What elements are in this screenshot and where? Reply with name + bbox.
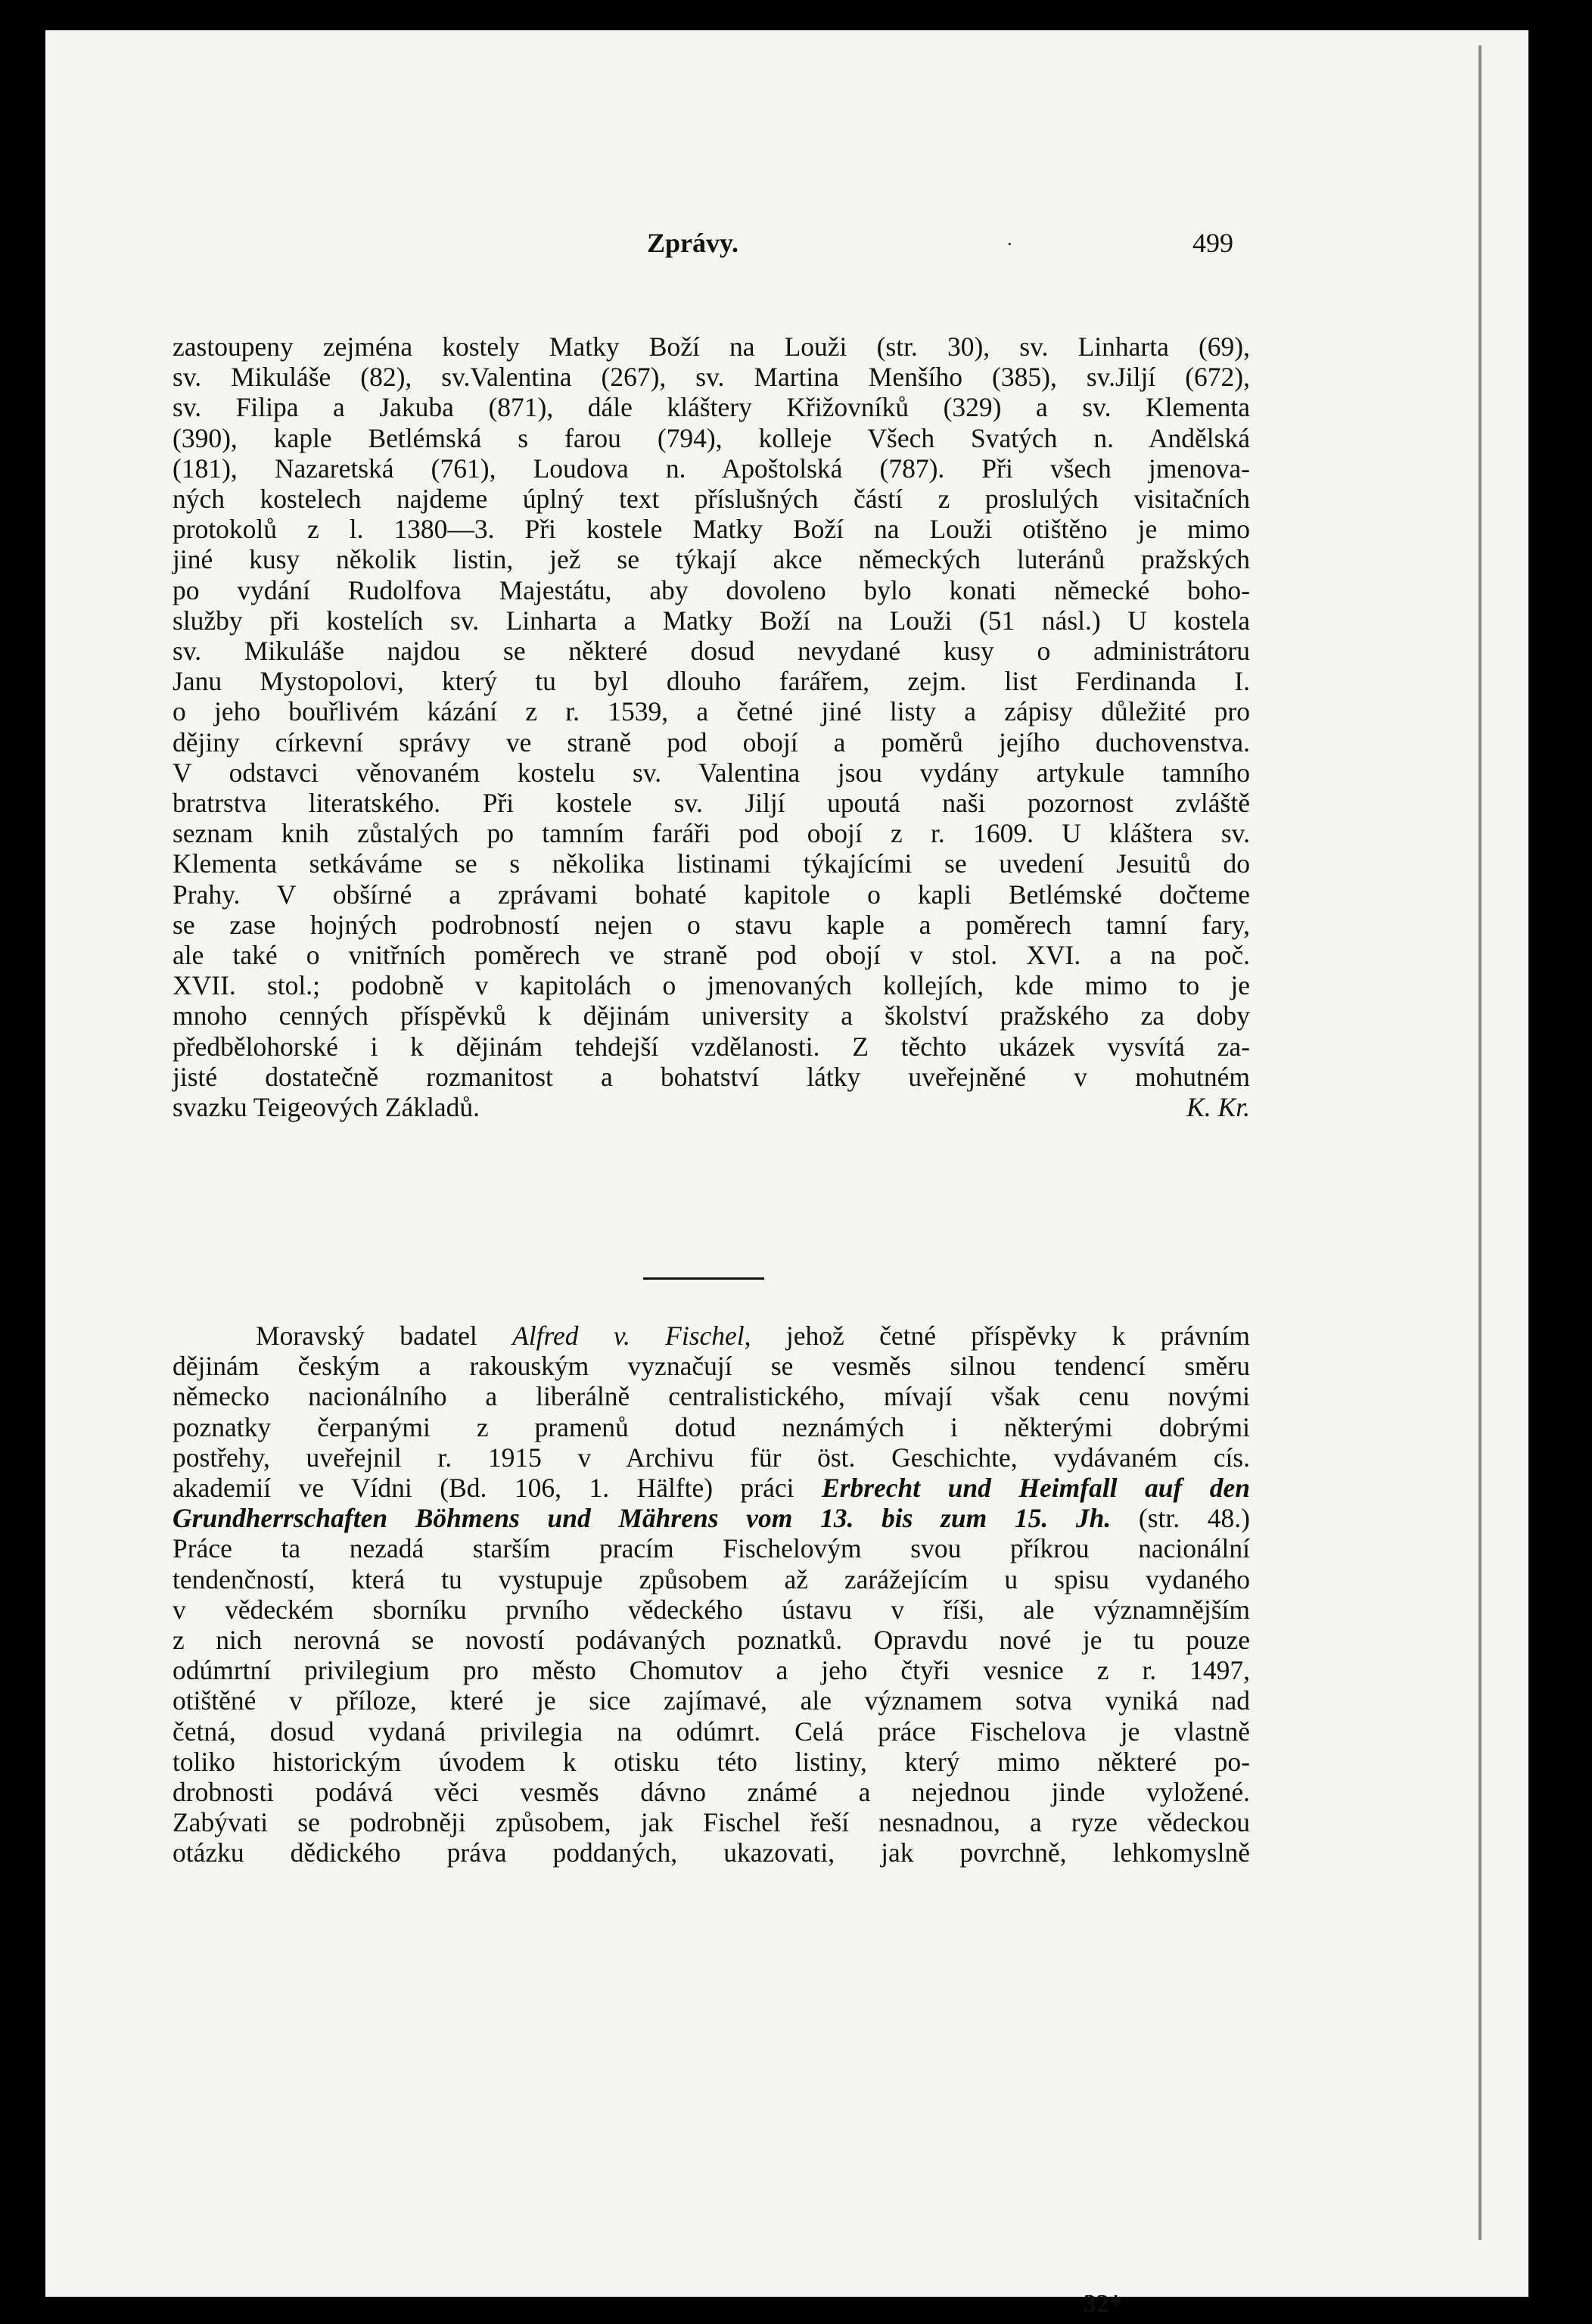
text-line: četná, dosud vydaná privilegia na odúmrt. Celá práce Fischelova je vlastně <box>173 1716 1250 1747</box>
text-line <box>173 1473 1250 1503</box>
text-line: o jeho bouřlivém kázání z r. 1539, a četné jiné listy a zápisy důležité pro <box>173 696 1250 727</box>
text-line: sv. Filipa a Jakuba (871), dále kláštery Křižovníků (329) a sv. Klementa <box>173 392 1250 423</box>
text-line: otištěné v příloze, které je sice zajímavé, ale významem sotva vyniká nad <box>173 1685 1250 1716</box>
work-title-part-1: Erbrecht und Heimfall auf den <box>821 1473 1251 1504</box>
text-line: ale také o vnitřních poměrech ve straně pod obojí v stol. XVI. a na poč. <box>173 940 1250 971</box>
running-header <box>113 227 1233 272</box>
text-fragment: Moravský badatel <box>256 1321 513 1351</box>
text-line: V odstavci věnovaném kostelu sv. Valentina jsou vydány artykule tamního <box>173 757 1250 788</box>
text-fragment: (str. 48.) <box>1111 1503 1250 1534</box>
header-title: Zprávy. <box>647 228 739 258</box>
text-line: dějinám českým a rakouským vyznačují se vesměs silnou tendencí směru <box>173 1351 1250 1382</box>
text-line: protokolů z l. 1380—3. Při kostele Matky Boží na Louži otištěno je mimo <box>173 514 1250 545</box>
text-line: bratrstva literatského. Při kostele sv. Jiljí upoutá naši pozornost zvláště <box>173 788 1250 819</box>
text-line: předbělohorské i k dějinám tehdejší vzdělanosti. Z těchto ukázek vysvítá za- <box>173 1031 1250 1062</box>
text-line-last <box>173 1092 1250 1122</box>
text-line: sv. Mikuláše najdou se některé dosud nevydané kusy o administrátoru <box>173 636 1250 667</box>
section-separator <box>643 1277 764 1280</box>
text-line: otázku dědického práva poddaných, ukazovati, jak povrchně, lehkomyslně <box>173 1837 1250 1868</box>
text-line: německo nacionálního a liberálně centralistického, mívají však cenu novými <box>173 1381 1250 1412</box>
text-line: Janu Mystopolovi, který tu byl dlouho farářem, zejm. list Ferdinanda I. <box>173 666 1250 697</box>
text-line <box>173 1321 1250 1351</box>
text-line: XVII. stol.; podobně v kapitolách o jmenovaných kollejích, kde mimo to je <box>173 970 1250 1001</box>
text-line: Klementa setkáváme se s několika listinami týkajícími se uvedení Jesuitů do <box>173 848 1250 879</box>
text-line: drobnosti podává věci vesměs dávno známé a nejednou jinde vyložené. <box>173 1777 1250 1808</box>
author-name: Alfred v. Fischel <box>512 1321 745 1351</box>
work-title-part-2: Grundherrschaften Böhmens und Mährens vom 13. bis zum 15. Jh. <box>173 1503 1112 1534</box>
text-line: poznatky čerpanými z pramenů dotud neznámých i některými dobrými <box>173 1411 1250 1442</box>
text-line: ných kostelech najdeme úplný text příslušných částí z proslulých visitačních <box>173 484 1250 515</box>
header-dot: · <box>1006 233 1013 255</box>
text-line: (390), kaple Betlémská s farou (794), kolleje Všech Svatých n. Andělská <box>173 422 1250 453</box>
text-line: Prahy. V obšírné a zprávami bohaté kapitole o kapli Betlémské dočteme <box>173 879 1250 910</box>
review-paragraph-2 <box>173 1321 1250 1868</box>
text-fragment: akademií ve Vídni (Bd. 106, 1. Hälfte) práci <box>173 1473 822 1504</box>
text-line: seznam knih zůstalých po tamním faráři pod obojí z r. 1609. U kláštera sv. <box>173 818 1250 849</box>
text-line: odúmrtní privilegium pro město Chomutov a jeho čtyři vesnice z r. 1497, <box>173 1655 1250 1686</box>
text-line: služby při kostelích sv. Linharta a Matky Boží na Louži (51 násl.) U kostela <box>173 605 1250 636</box>
last-line-text: svazku Teigeových Základů. <box>173 1092 480 1123</box>
review-paragraph-1 <box>173 331 1250 1122</box>
text-line: po vydání Rudolfova Majestátu, aby dovoleno bylo konati německé boho- <box>173 574 1250 605</box>
text-line: Práce ta nezadá starším pracím Fischelovým svou příkrou nacionální <box>173 1533 1250 1564</box>
text-line: toliko historickým úvodem k otisku této listiny, který mimo některé po- <box>173 1746 1250 1777</box>
text-line: postřehy, uveřejnil r. 1915 v Archivu für öst. Geschichte, vydávaném cís. <box>173 1442 1250 1473</box>
page-edge-line <box>1479 45 1482 2240</box>
page-number: 499 <box>1192 228 1233 258</box>
text-fragment: , jehož četné příspěvky k právním <box>744 1321 1250 1351</box>
text-line <box>173 1503 1250 1533</box>
text-line: mnoho cenných příspěvků k dějinám university a školství pražského za doby <box>173 1000 1250 1031</box>
text-line: sv. Mikuláše (82), sv.Valentina (267), sv. Martina Menšího (385), sv.Jiljí (672), <box>173 362 1250 393</box>
text-line: tendenčností, která tu vystupuje způsobem až zarážejícím u spisu vydaného <box>173 1563 1250 1594</box>
text-line: dějiny církevní správy ve straně pod obojí a poměrů jejího duchovenstva. <box>173 726 1250 758</box>
text-line: v vědeckém sborníku prvního vědeckého ústavu v říši, ale významnějším <box>173 1594 1250 1625</box>
text-line: se zase hojných podrobností nejen o stavu kaple a poměrech tamní fary, <box>173 909 1250 940</box>
text-line: z nich nerovná se novostí podávaných poznatků. Opravdu nové je tu pouze <box>173 1625 1250 1656</box>
printer-signature-mark: 32* <box>1084 2290 1122 2318</box>
text-line: zastoupeny zejména kostely Matky Boží na Louži (str. 30), sv. Linharta (69), <box>173 331 1250 362</box>
text-line: jiné kusy několik listin, jež se týkají akce německých luteránů pražských <box>173 544 1250 575</box>
text-line: Zabývati se podrobněji způsobem, jak Fischel řeší nesnadnou, a ryze vědeckou <box>173 1807 1250 1838</box>
text-line: jisté dostatečně rozmanitost a bohatství látky uveřejněné v mohutném <box>173 1061 1250 1092</box>
text-line: (181), Nazaretská (761), Loudova n. Apoštolská (787). Při všech jmenova- <box>173 453 1250 484</box>
author-initials: K. Kr. <box>1186 1092 1250 1123</box>
